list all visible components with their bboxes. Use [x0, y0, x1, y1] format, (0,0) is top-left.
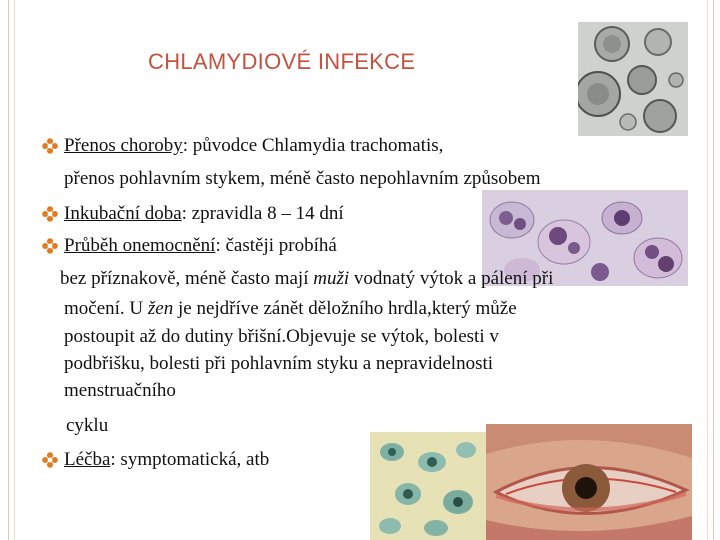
text-line [60, 268, 553, 290]
stained-culture-image [370, 432, 486, 540]
text-emphasis: muži [313, 268, 350, 289]
bullet-icon [42, 206, 58, 222]
text-line [64, 298, 517, 320]
text-segment: je nejdříve zánět děložního hrdla,který může [173, 298, 517, 319]
bullet-text-treatment [64, 449, 269, 471]
bullet-icon [42, 238, 58, 254]
text-line: cyklu [66, 415, 109, 436]
bullet-term: Přenos choroby [64, 135, 183, 156]
bullet-description: : zpravidla 8 – 14 dní [181, 203, 344, 224]
text-emphasis: žen [147, 298, 174, 319]
bullet-term: Průběh onemocnění [64, 235, 216, 256]
text-segment: bez příznakově, méně často mají [60, 268, 314, 289]
bullet-icon [42, 452, 58, 468]
bullet-term: Léčba [64, 449, 111, 470]
bullet-icon [42, 138, 58, 154]
text-segment: močení. U [64, 298, 148, 319]
text-segment: vodnatý výtok a pálení při [349, 268, 554, 289]
bullet-description: : symptomatická, atb [110, 449, 270, 470]
bullet-text-incubation [64, 203, 344, 225]
text-line: podbřišku, bolesti při pohlavním styku a nepravidelnosti [64, 353, 494, 374]
bullet-description: : původce Chlamydia trachomatis, [182, 135, 444, 156]
text-line: menstruačního [64, 380, 176, 401]
bullet-text-course [64, 235, 337, 257]
inflamed-eye-image [486, 424, 692, 540]
text-line: postoupit až do dutiny břišní.Objevuje se výtok, bolesti v [64, 326, 499, 347]
text-line: přenos pohlavním stykem, méně často nepohlavním způsobem [64, 168, 541, 189]
bullet-text-transmission [64, 135, 443, 157]
electron-micrograph-image [578, 22, 688, 136]
slide-title: CHLAMYDIOVÉ INFEKCE [148, 49, 416, 74]
bullet-term: Inkubační doba [64, 203, 182, 224]
bullet-description: : častěji probíhá [215, 235, 337, 256]
